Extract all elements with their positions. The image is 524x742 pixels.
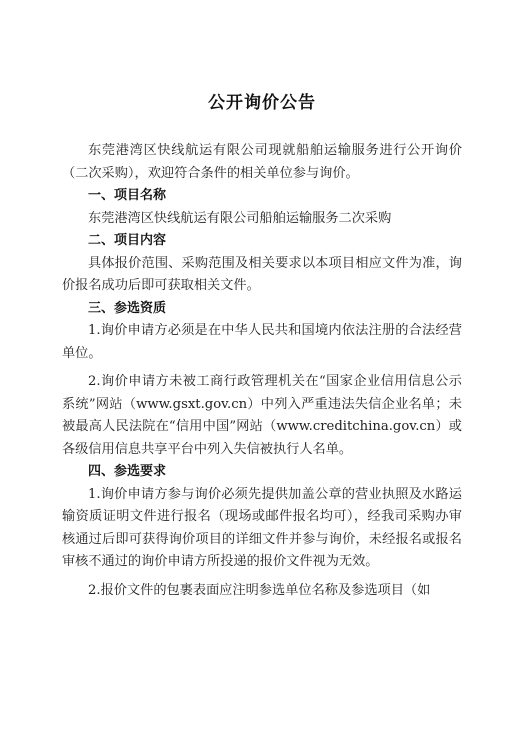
intro-paragraph: 东莞港湾区快线航运有限公司现就船舶运输服务进行公开询价（二次采购），欢迎符合条件的相关单位参与询价。	[62, 143, 462, 181]
section-heading: 二、项目内容	[88, 233, 167, 248]
section-qualifications	[62, 298, 462, 462]
section-paragraph: 东莞港湾区快线航运有限公司船舶运输服务二次采购	[88, 210, 392, 226]
section-heading: 四、参选要求	[88, 464, 167, 479]
section-project-content	[62, 230, 462, 298]
section-paragraph: 具体报价范围、采购范围及相关要求以本项目相应文件为准，询价报名成功后即可获取相关文件。	[62, 255, 462, 293]
document-title: 公开询价公告	[208, 93, 316, 113]
section-paragraph: 1.询价申请方参与询价必须先提供加盖公章的营业执照及水路运输资质证明文件进行报名（现场或邮件报名均可），经我司采购办审核通过后即可获得询价项目的详细文件并参与询价，未经报名或报名审核不通过的询价申请方所投递的报价文件视为无效。	[62, 486, 462, 569]
section-paragraph: 2.报价文件的包裹表面应注明参选单位名称及参选项目（如	[88, 582, 431, 598]
section-heading: 一、项目名称	[88, 188, 167, 203]
section-paragraph: 1.询价申请方必须是在中华人民共和国境内依法注册的合法经营单位。	[62, 323, 462, 361]
section-paragraph: 2.询价申请方未被工商行政管理机关在“国家企业信用信息公示系统”网站（www.gsxt.gov.cn）中列入严重违法失信企业名单；未被最高人民法院在“信用中国”网站（www.creditchina.gov.cn）或各级信用信息共享平台中列入失信被执行人名单。	[62, 374, 462, 457]
section-heading: 三、参选资质	[88, 300, 167, 316]
section-project-name	[62, 185, 462, 230]
section-requirements	[62, 461, 462, 602]
document-body	[62, 140, 462, 602]
